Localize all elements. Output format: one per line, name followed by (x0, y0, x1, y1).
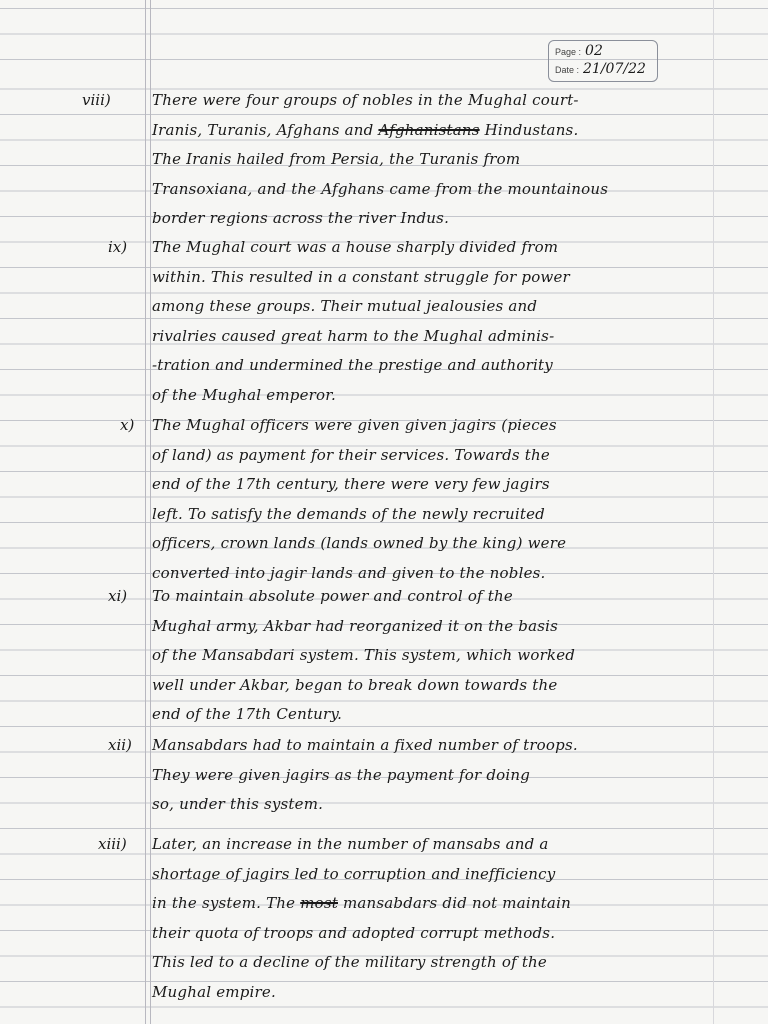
note-line: Transoxiana, and the Afghans came from the mountainous (152, 179, 609, 198)
note-line: end of the 17th Century. (152, 705, 343, 723)
note-line: Mughal empire. (152, 982, 276, 1001)
note-line: This led to a decline of the military strength of the (152, 953, 547, 971)
note-line: end of the 17th century, there were very few jagirs (152, 475, 550, 493)
date-value: 21/07/22 (583, 61, 646, 77)
note-line: They were given jagirs as the payment for doing (152, 765, 531, 784)
note-line: -tration and undermined the prestige and authority (152, 356, 553, 374)
note-line: converted into jagir lands and given to the nobles. (152, 563, 546, 582)
note-line: There were four groups of nobles in the Mughal court- (152, 91, 579, 109)
section-number: x) (120, 416, 135, 434)
note-text: Hindustans. (479, 120, 579, 139)
margin-line (145, 0, 146, 1024)
note-line: The Mughal officers were given given jagirs (pieces (152, 416, 557, 434)
note-line: The Iranis hailed from Persia, the Turanis from (152, 150, 521, 168)
note-line: border regions across the river Indus. (152, 209, 450, 227)
note-text: in the system. The (152, 894, 301, 912)
note-line: Mughal army, Akbar had reorganized it on the basis (152, 616, 559, 635)
note-line: Mansabdars had to maintain a fixed number of troops. (152, 736, 578, 754)
note-text: mansabdars did not maintain (338, 894, 571, 912)
note-line: within. This resulted in a constant struggle for power (152, 267, 570, 286)
note-line: To maintain absolute power and control of the (152, 587, 513, 605)
note-line: so, under this system. (152, 795, 324, 813)
note-line: left. To satisfy the demands of the newly recruited (152, 504, 545, 523)
section-number: xi) (108, 587, 128, 605)
section-number: xiii) (98, 835, 127, 853)
note-line: their quota of troops and adopted corrupt methods. (152, 923, 556, 942)
section-number: ix) (108, 238, 128, 256)
section-number: viii) (82, 91, 111, 109)
note-text: Iranis, Turanis, Afghans and (152, 120, 379, 139)
section-number: xii) (108, 736, 132, 754)
date-label: Date : (555, 65, 580, 75)
note-line: The Mughal court was a house sharply divided from (152, 238, 559, 256)
note-line: of the Mansabdari system. This system, which worked (152, 646, 576, 664)
right-rule (713, 0, 714, 1024)
note-line: well under Akbar, began to break down towards the (152, 675, 558, 694)
struck-word: Afghanistans (378, 120, 480, 139)
note-line: among these groups. Their mutual jealousies and (152, 297, 538, 315)
note-line: of land) as payment for their services. Towards the (152, 445, 550, 464)
page-number: 02 (585, 43, 603, 59)
margin-line (150, 0, 151, 1024)
note-line: rivalries caused great harm to the Mughal adminis- (152, 326, 555, 345)
note-line: officers, crown lands (lands owned by the king) were (152, 534, 567, 552)
struck-word: most (300, 894, 338, 912)
note-line (152, 121, 578, 139)
note-line: shortage of jagirs led to corruption and inefficiency (152, 864, 556, 883)
page-date-box (548, 40, 658, 82)
note-line: of the Mughal emperor. (152, 385, 336, 404)
page-number-row (555, 43, 603, 59)
note-line (152, 894, 571, 912)
date-row (555, 61, 646, 77)
page-label: Page : (555, 47, 582, 57)
note-line: Later, an increase in the number of mansabs and a (152, 835, 549, 853)
